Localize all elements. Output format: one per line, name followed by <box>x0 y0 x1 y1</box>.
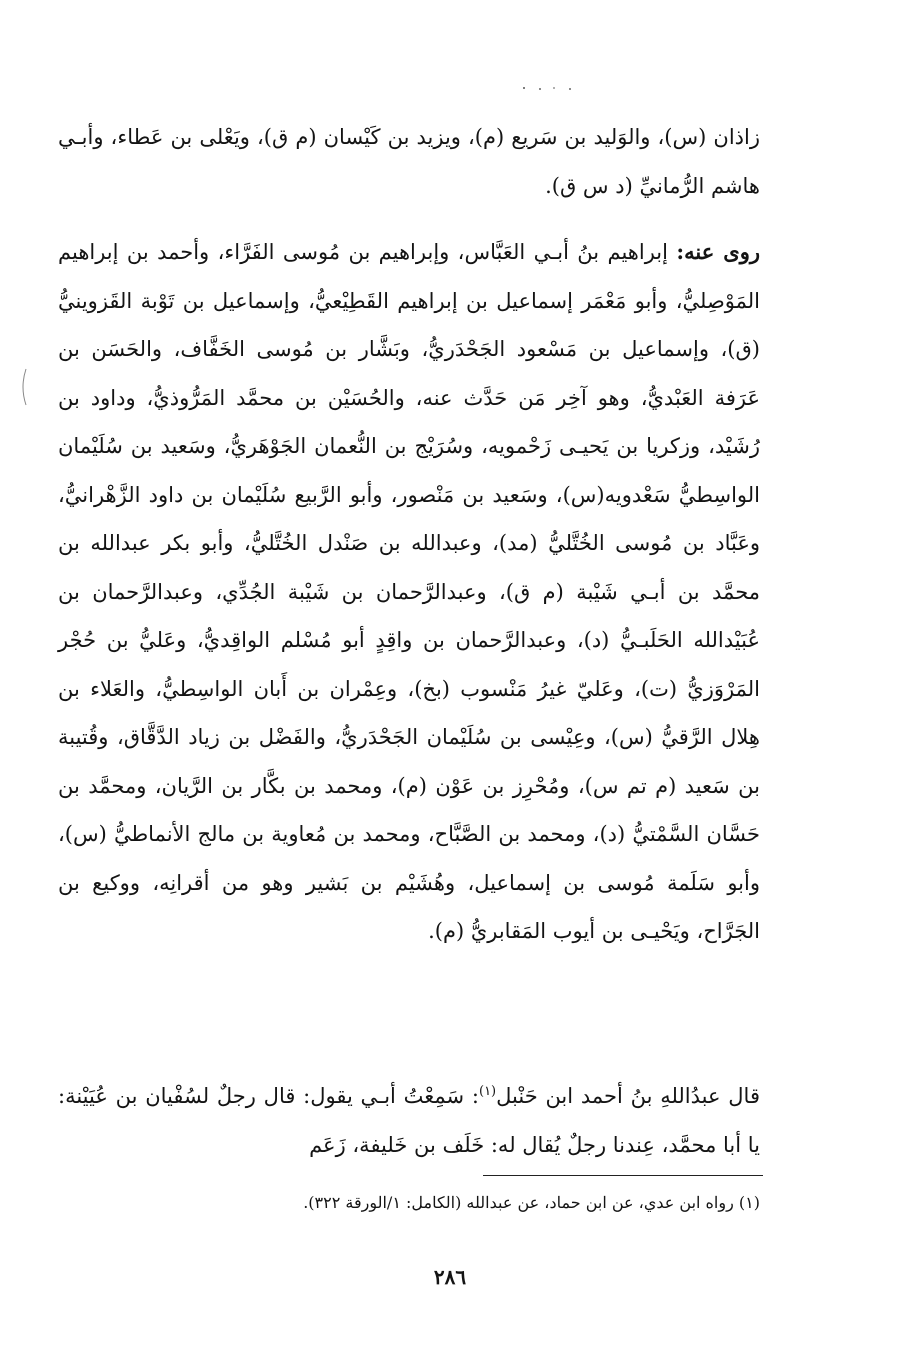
paragraph-text: إبراهيم بنُ أبـي العَبَّاس، وإبراهيم بن مُوسى الفَرَّاء، وأحمد بن إبراهيم المَوْصِليُّ، وأبو مَعْمَر إسماعيل بن إبراهيم القَطِيْعيُّ، وإسماعيل بن تَوْبة القَزوينيُّ (ق)، وإسماعيل بن مَسْعود الجَحْدَريُّ، وبَشَّار بن مُوسى الخَفَّاف، والحَسَن بن عَرَفة العَبْديُّ، وهو آخِر مَن حَدَّث عنه، والحُسَيْن بن محمَّد المَرُّوذيُّ، وداود بن رُشَيْد، وزكريا بن يَحيـى زَحْمويه، وسُرَيْج بن النُّعمان الجَوْهَريُّ، وسَعيد بن سُلَيْمان الواسِطيُّ سَعْدويه(س)، وسَعيد بن مَنْصور، وأبو الرَّبيع سُلَيْمان بن داود الزَّهْرانيُّ، وعَبَّاد بن مُوسى الخُتَّليُّ (مد)، وعبدالله بن صَنْدل الخُتَّليُّ، وأبو بكر عبدالله بن محمَّد بن أبـي شَيْبة (م ق)، وعبدالرَّحمان بن شَيْبة الجُدِّي، وعبدالرَّحمان بن عُبَيْدالله الحَلَبـيُّ (د)، وعبدالرَّحمان بن واقِدٍ أبو مُسْلم الواقِديُّ، وعَليُّ بن حُجْر المَرْوَزيُّ (ت)، وعَليّ غيرُ مَنْسوب (بخ)، وعِمْران بن أَبان الواسِطيُّ، والعَلاء بن هِلال الرَّقيُّ (س)، وعِيْسى بن سُلَيْمان الجَحْدَريُّ، والفَضْل بن زياد الدَّقَّاق، وقُتيبة بن سَعيد (م تم س)، ومُحْرِز بن عَوْن (م)، ومحمد بن بكَّار بن الرَّيان، ومحمَّد بن حَسَّان السَّمْتيُّ (د)، ومحمد بن الصَّبَّاح، ومحمد بن مُعاوية بن مالج الأنماطيُّ (س)، وأبو سَلَمة مُوسى بن إسماعيل، وهُشَيْم بن بَشير وهو من أقرانِه، ووكيع بن الجَرَّاح، ويَحْيـى بن أيوب المَقابريُّ (م). <box>58 240 760 943</box>
section-label: روى عنه: <box>676 239 760 264</box>
page-number: ٢٨٦ <box>433 1265 467 1289</box>
paragraph-text: قال عبدُاللهِ بنُ أحمد ابن حَنْبل <box>496 1084 760 1108</box>
footnote-reference: (١) <box>478 1084 497 1099</box>
paragraph-text-continued: : سَمِعْتُ أبـي يقول: قال رجلٌ لسُفْيان بن عُيَيْنة: يا أبا محمَّد، عِندنا رجلٌ يُقال له: خَلَف بن خَليفة، زَعَم <box>58 1084 760 1157</box>
margin-bracket-mark <box>18 368 28 406</box>
paragraph-quote <box>58 1068 760 1169</box>
footnote-text: (١) رواه ابن عدي، عن ابن حماد، عن عبدالله (الكامل: ١/الورقة ٣٢٢). <box>303 1193 760 1212</box>
footnote-separator <box>483 1175 763 1176</box>
scan-speckle <box>520 85 580 91</box>
footnote <box>58 1188 760 1218</box>
paragraph-opening <box>58 113 760 210</box>
paragraph-text: زاذان (س)، والوَليد بن سَريع (م)، ويزيد بن كَيْسان (م ق)، ويَعْلى بن عَطاء، وأبـي هاشم الرُّمانيِّ (د س ق). <box>58 125 760 198</box>
paragraph-narrators <box>58 228 760 956</box>
